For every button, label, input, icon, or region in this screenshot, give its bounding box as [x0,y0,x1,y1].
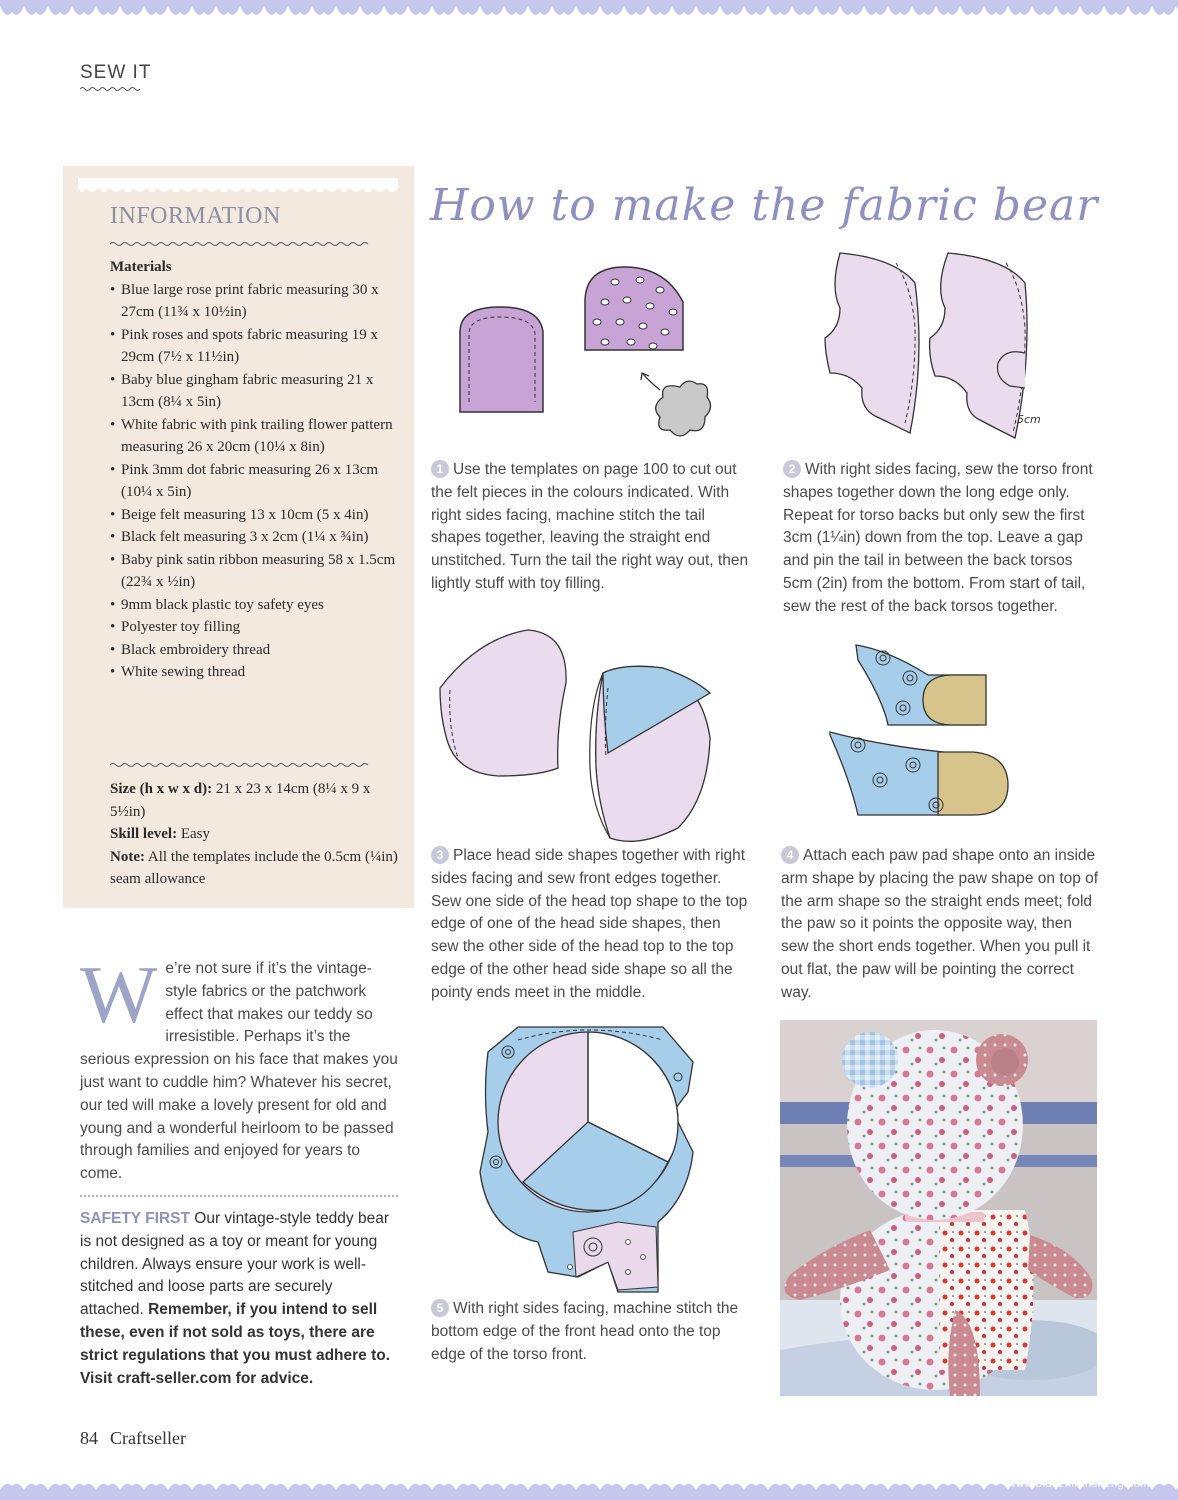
information-divider-bottom [110,762,372,768]
note-line [110,846,402,891]
note-label: Note: [110,848,145,865]
section-label: SEW IT [80,62,152,83]
intro-paragraph [80,949,398,1186]
materials-list [110,279,402,684]
step-3 [431,845,751,1005]
skill-line [110,823,402,846]
step-text: With right sides facing, machine stitch the bottom edge of the front head onto the top edge of the torso front. [431,1300,739,1363]
page-footer [80,1428,186,1449]
step-number-badge: 4 [781,846,799,864]
step-number-badge: 3 [431,846,449,864]
step-text: With right sides facing, sew the torso front shapes together down the long edge only. Repeat for torso backs but only sew the first 3cm (1¼in) down from the top. Leave a gap and pin the tail in between the back torsos 5cm (2in) from the bottom. From start of tail, sew the rest of the back torsos together. [783,461,1093,615]
page-number: 84 [80,1428,98,1448]
drop-cap: W [80,949,158,1040]
information-divider-top [110,241,372,247]
size-label: Size (h x w x d): [110,781,213,797]
step-5-illustration [478,1022,703,1297]
list-item: • Polyester toy filling [110,616,402,639]
size-value: 21 x 23 x 14cm (8¼ x 9 x 5½in) [110,781,371,820]
safety-bold-text: Remember, if you intend to sell these, even if not sold as toys, there are strict regulations that you must adhere to. Visit craft-seller.com for advice. [80,1301,391,1387]
step-1 [431,459,751,596]
step-text: Place head side shapes together with right sides facing and sew front edges together. Sew one side of the head top shape to the top edge of one of the head side shapes, then sew the other side of the head top to the top edge of the other head side shape so all the pointy ends meet in the middle. [431,847,748,1001]
step-4 [781,845,1101,1005]
list-item: • Beige felt measuring 13 x 10cm (5 x 4in) [110,504,402,527]
information-title: INFORMATION [110,203,281,229]
information-panel-scallop-edge [78,178,398,196]
step-3-illustration [438,628,713,853]
bear-photo-image [780,1020,1097,1396]
magazine-name: Craftseller [110,1428,186,1448]
top-scallop-border [0,0,1178,22]
list-item: • Baby blue gingham fabric measuring 21 x 13cm (8¼ x 5in) [110,369,402,414]
list-item: • White fabric with pink trailing flower pattern measuring 26 x 20cm (10¼ x 8in) [110,414,402,459]
step-4-illustration [828,640,1018,830]
page-title: How to make the fabric bear [430,180,1099,231]
list-item: • White sewing thread [110,661,402,684]
bottom-scallop-border [0,1478,1178,1500]
step-2-illustration [820,248,1050,443]
measurement-label: 5cm [1017,413,1041,426]
skill-value: Easy [180,826,211,842]
size-line [110,778,402,823]
step-2 [783,459,1103,619]
list-item: • Pink 3mm dot fabric measuring 26 x 13cm (10¼ x 5in) [110,459,402,504]
materials-block [110,256,402,684]
step-text: Attach each paw pad shape onto an inside arm shape by placing the paw shape on top of the arm shape so the straight ends meet; fold the paw so it points the opposite way, then sew the short ends together. When you pull it out flat, the paw will be pointing the correct way. [781,847,1099,1001]
step-number-badge: 1 [431,460,449,478]
step-number-badge: 5 [431,1299,449,1317]
step-text: Use the templates on page 100 to cut out the felt pieces in the colours indicated. With right sides facing, machine stitch the tail shapes together, leaving the straight end unstitched. Turn the tail the right way out, then lightly stuff with toy filling. [431,461,749,592]
list-item: • Baby pink satin ribbon measuring 58 x 1.5cm (22¾ x ½in) [110,549,402,594]
safety-label: SAFETY FIRST [80,1210,190,1227]
finished-bear-photo [780,1020,1097,1396]
section-underline-wave [80,86,140,92]
dotted-divider [80,1195,398,1197]
safety-text: Our vintage-style teddy bear is not designed as a toy or meant for young children. Always ensure your work is well-stitched and loose parts are securely attached. [80,1210,389,1319]
list-item: • Pink roses and spots fabric measuring 19 x 29cm (7½ x 11½in) [110,324,402,369]
list-item: • Blue large rose print fabric measuring 30 x 27cm (11¾ x 10½in) [110,279,402,324]
step-5 [431,1298,751,1366]
materials-heading: Materials [110,259,172,275]
list-item: • 9mm black plastic toy safety eyes [110,594,402,617]
list-item: • Black embroidery thread [110,639,402,662]
size-skill-note-block [110,778,402,891]
step-1-illustration [455,262,710,447]
step-number-badge: 2 [783,460,801,478]
note-value: All the templates include the 0.5cm (¼in) seam allowance [110,848,398,887]
intro-text: e’re not sure if it’s the vintage-style fabrics or the patchwork effect that makes our teddy so irresistible. Perhaps it’s the serious expression on his face that makes you just want to cuddle him? Whatever his secret, our ted will make a lovely present for old and young and a wonderful heirloom to be passed through families and enjoyed for years to come. [80,960,398,1183]
watermark: www.bianzhirensheng.com [1007,1478,1150,1490]
safety-notice [80,1208,398,1390]
skill-label: Skill level: [110,826,178,842]
list-item: • Black felt measuring 3 x 2cm (1¼ x ¾in) [110,526,402,549]
